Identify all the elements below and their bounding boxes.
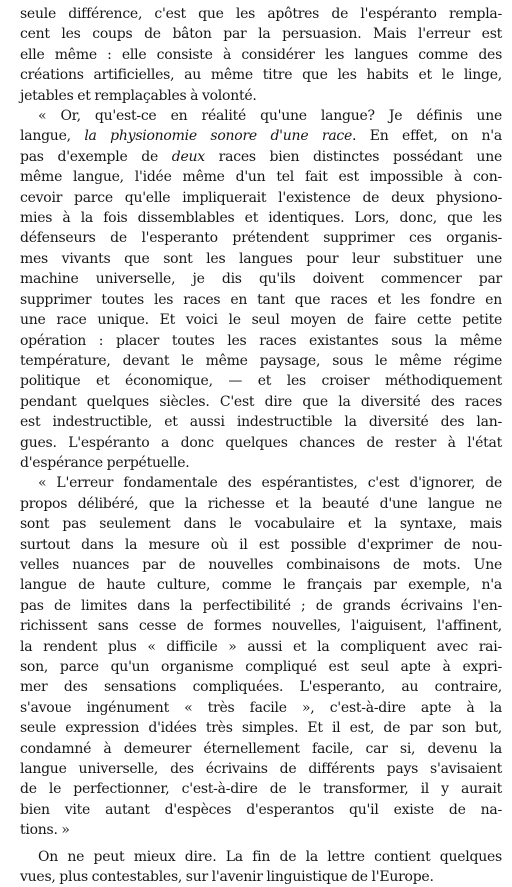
text-line: défenseurs de l'esperanto prétendent supprimer ces organis- bbox=[20, 230, 502, 247]
text-line: d'espérance perpétuelle. bbox=[20, 454, 190, 471]
text-line: pas d'exemple de deux races bien distinctes possédant une bbox=[20, 148, 502, 165]
text-line: tions. » bbox=[20, 822, 70, 839]
text-line: condamné à demeurer éternellement facile, car si, devenu la bbox=[20, 740, 502, 757]
text-line: seule expression d'idées très simples. Et il est, de par son but, bbox=[20, 720, 502, 737]
text-line: opération : placer toutes les races existantes sous la même bbox=[20, 332, 502, 349]
text-line: s'avoue ingénument « très facile », c'est-à-dire apte à la bbox=[20, 699, 502, 716]
text-line: son, parce qu'un organisme compliqué est seul apte à expri- bbox=[20, 659, 502, 675]
paragraph-2 bbox=[20, 106, 502, 473]
text-line: supprimer toutes les races en tant que races et les fondre en bbox=[20, 291, 502, 308]
text-line: langue universelle, des écrivains de différents pays s'avisaient bbox=[20, 761, 502, 778]
document-page bbox=[20, 4, 502, 887]
text-line: mes vivants que sont les langues pour leur substituer une bbox=[20, 250, 502, 267]
text-line: On ne peut mieux dire. La fin de la lettre contient quelques bbox=[38, 848, 502, 865]
text-line: langue de haute culture, comme le français par exemple, n'a bbox=[20, 577, 502, 594]
text-line: langue, la physionomie sonore d'une race. En effet, on n'a bbox=[20, 128, 502, 145]
text-line: « Or, qu'est-ce en réalité qu'une langue? Je définis une bbox=[38, 108, 502, 125]
text-line: température, devant le même paysage, sous le même régime bbox=[20, 352, 502, 369]
text-line: créations artificielles, au même titre que les habits et le linge, bbox=[20, 67, 502, 84]
text-line: velles nuances par de nouvelles combinaisons de mots. Une bbox=[20, 556, 502, 573]
text-line: cevoir parce qu'elle impliquerait l'existence de deux physiono- bbox=[20, 189, 502, 206]
text-line: seule différence, c'est que les apôtres de l'espéranto rempla- bbox=[20, 6, 502, 22]
text-line: surtout dans la mesure où il est possible d'exprimer de nou- bbox=[20, 536, 502, 553]
text-line: bien vite autant d'espèces d'esperantos qu'il existe de na- bbox=[20, 801, 502, 818]
text-line: pas de limites dans la perfectibilité ; de grands écrivains l'en- bbox=[20, 597, 502, 614]
text-line: mies à la fois dissemblables et identiques. Lors, donc, que les bbox=[20, 210, 502, 227]
text-line: une race unique. Et voici le seul moyen de faire cette petite bbox=[20, 312, 502, 329]
paragraph-3 bbox=[20, 473, 502, 840]
text-line: « L'erreur fondamentale des espérantistes, c'est d'ignorer, de bbox=[38, 475, 502, 492]
italic-emphasis: deux bbox=[171, 148, 205, 165]
text-line: la rendent plus « difficile » aussi et la compliquent avec rai- bbox=[20, 638, 502, 655]
text-line: gues. L'espéranto a donc quelques chances de rester à l'état bbox=[20, 434, 502, 451]
text-line: est indestructible, et aussi indestructible la diversité des lan- bbox=[20, 414, 502, 431]
text-line: elle même : elle consiste à considérer les langues comme des bbox=[20, 46, 502, 63]
text-line: machine universelle, je dis qu'ils doivent commencer par bbox=[20, 271, 502, 288]
text-line: politique et économique, — et les croiser méthodiquement bbox=[20, 373, 502, 390]
text-line: mer des sensations compliquées. L'esperanto, au contraire, bbox=[20, 679, 502, 696]
text-line: richissent sans cesse de formes nouvelles, l'aiguisent, l'affinent, bbox=[20, 618, 502, 635]
text-line: de le perfectionner, c'est-à-dire de le transformer, il y aurait bbox=[20, 781, 502, 798]
text-line: pendant quelques siècles. C'est dire que la diversité des races bbox=[20, 393, 502, 410]
text-line: sont pas seulement dans le vocabulaire et la syntaxe, mais bbox=[20, 516, 502, 533]
text-line: vues, plus contestables, sur l'avenir linguistique de l'Europe. bbox=[20, 869, 434, 886]
text-line: cent les coups de bâton par la persuasion. Mais l'erreur est bbox=[20, 26, 502, 43]
italic-emphasis: la physionomie sonore d'une race bbox=[84, 128, 353, 145]
paragraph-1 bbox=[20, 4, 502, 106]
text-line: jetables et remplaçables à volonté. bbox=[20, 87, 257, 104]
text-line: propos délibéré, que la richesse et la beauté d'une langue ne bbox=[20, 495, 502, 512]
paragraph-4 bbox=[20, 847, 502, 887]
text-line: même langue, l'idée même d'un tel fait est impossible à con- bbox=[20, 169, 502, 186]
